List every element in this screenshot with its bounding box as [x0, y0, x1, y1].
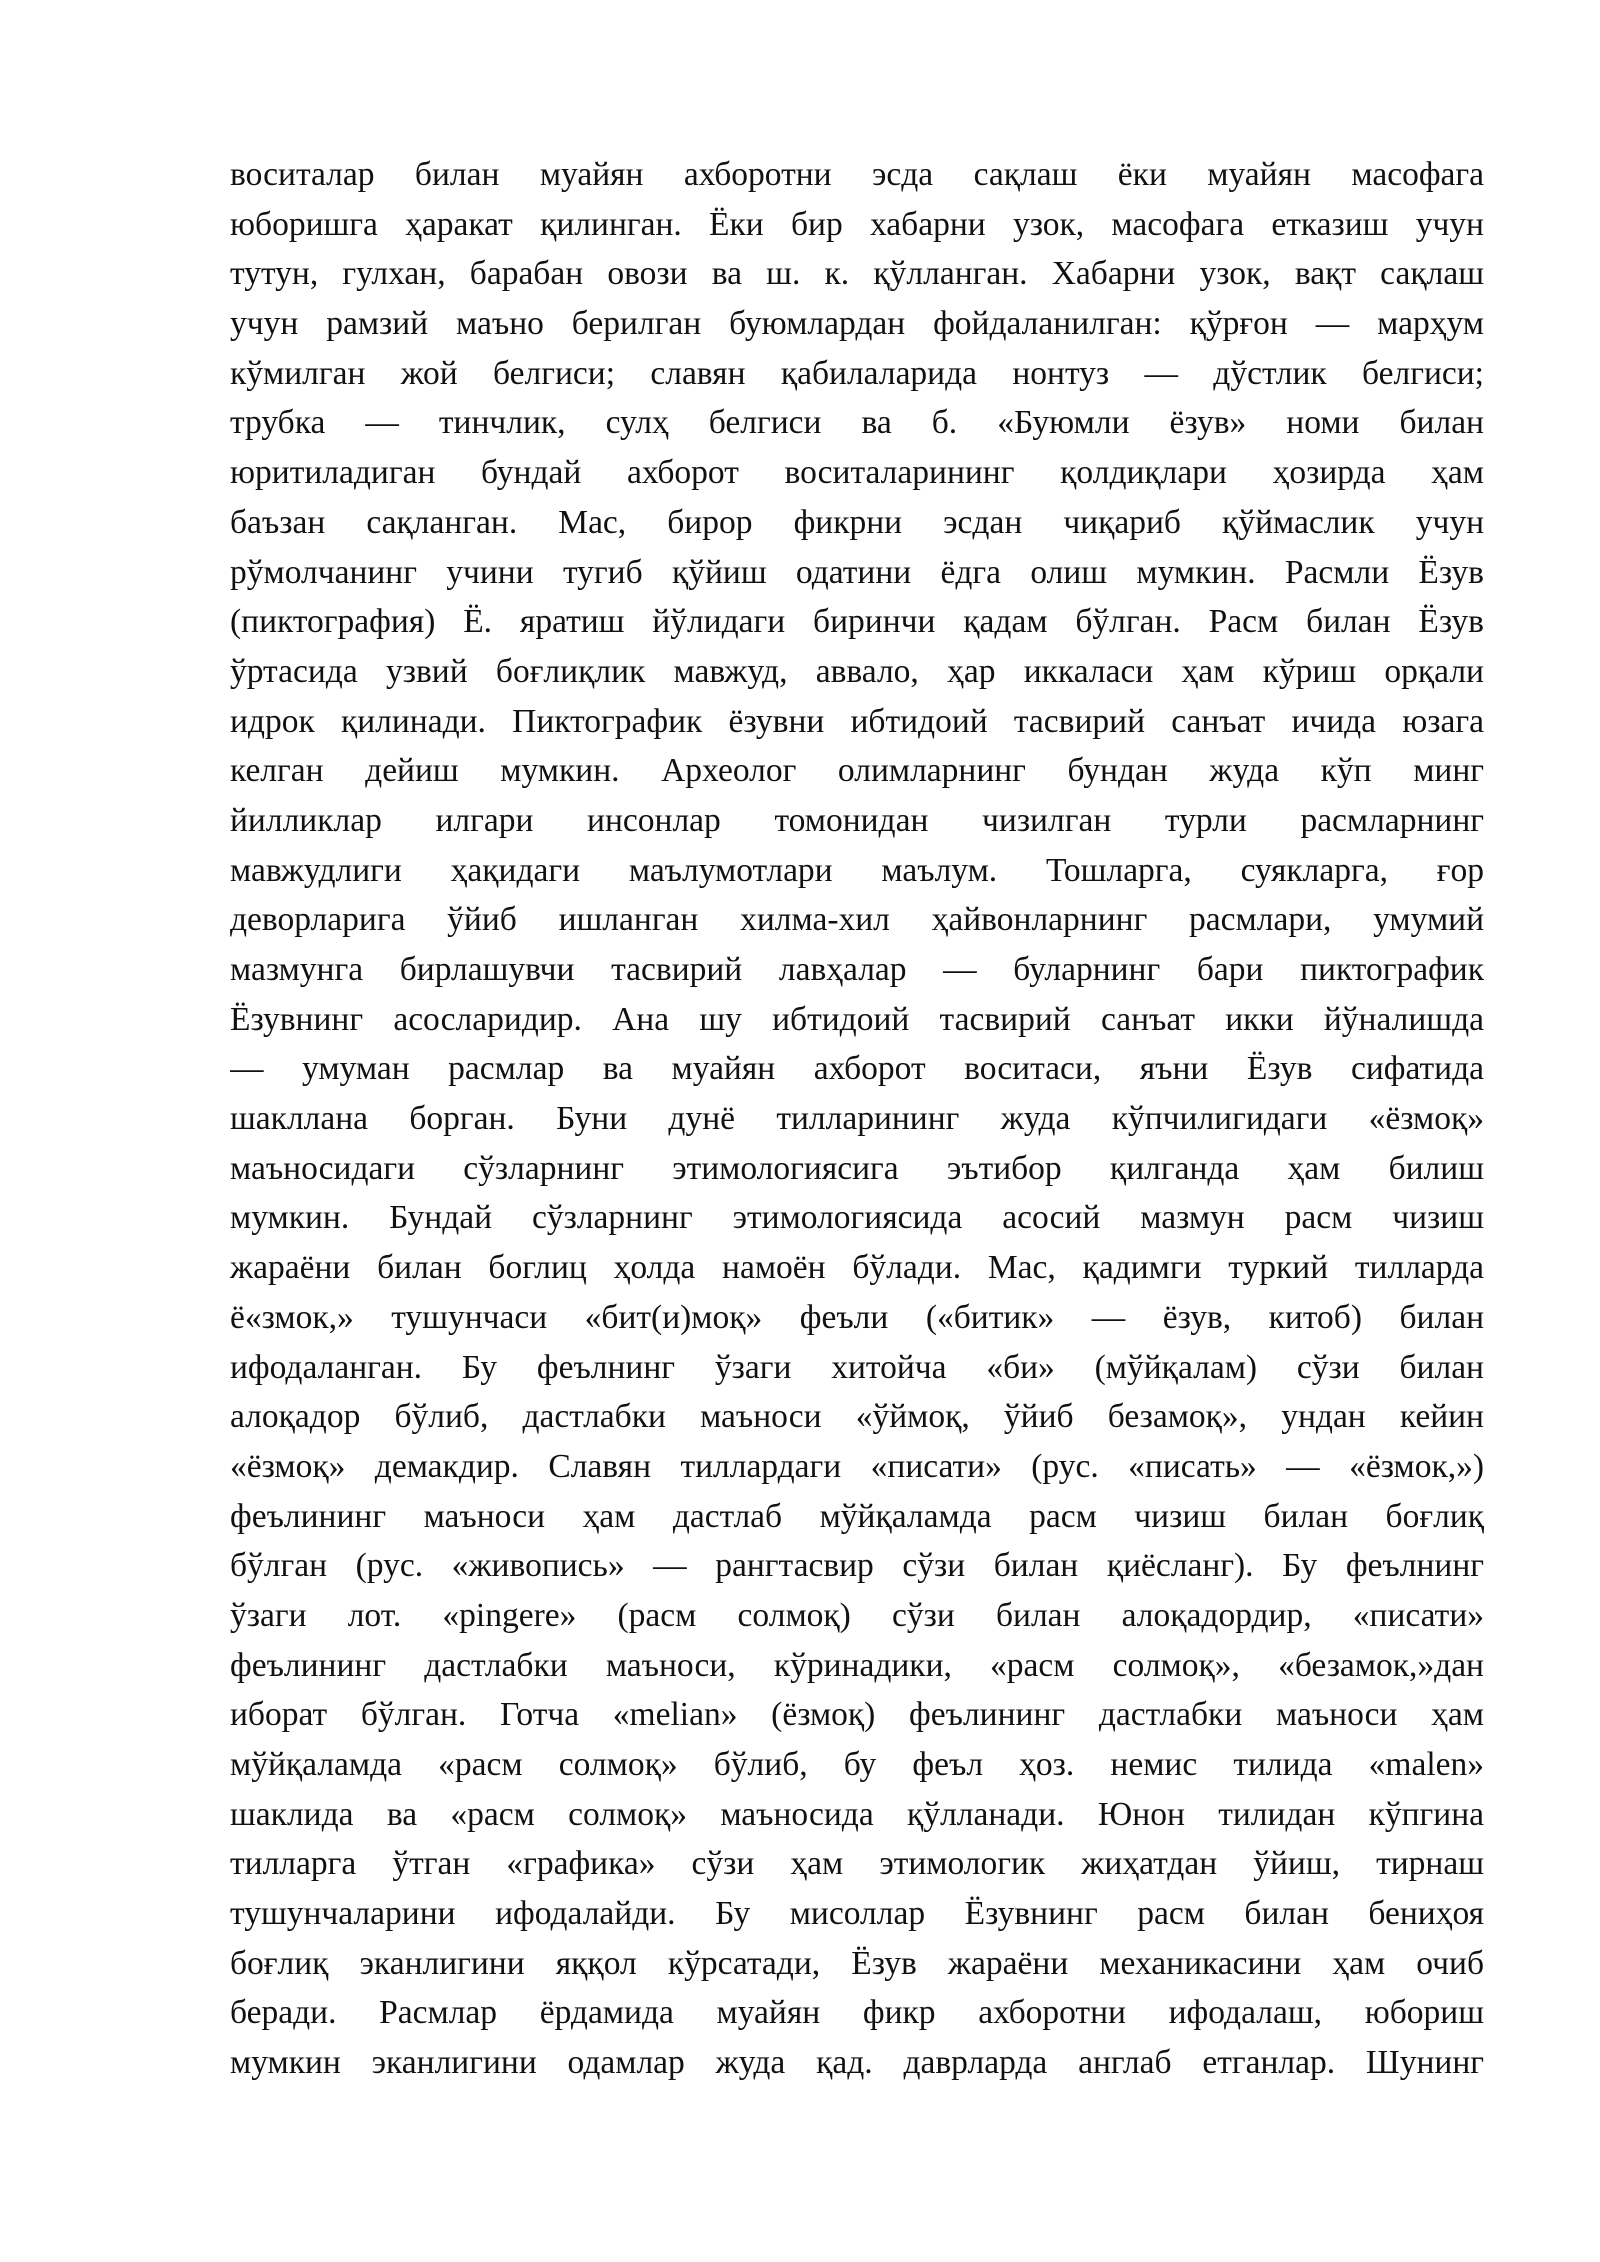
- text-line: — умуман расмлар ва муайян ахборот воситаси, яъни Ёзув сифатида: [230, 1050, 1484, 1088]
- text-line: ўртасида узвий боғлиқлик мавжуд, аввало, ҳар иккаласи ҳам кўриш орқали: [230, 652, 1484, 690]
- text-line: мазмунга бирлашувчи тасвирий лавҳалар — буларнинг бари пиктографик: [230, 951, 1484, 988]
- text-line: мумкин. Бундай сўзларнинг этимологиясида асосий мазмун расм чизиш: [230, 1199, 1484, 1237]
- text-line: мўйқаламда «расм солмоқ» бўлиб, бу феъл ҳоз. немис тилида «malen»: [230, 1746, 1484, 1783]
- text-line: юритиладиган бундай ахборот воситаларининг қолдиқлари ҳозирда ҳам: [230, 454, 1484, 492]
- text-line: «ёзмоқ» демакдир. Славян тиллардаги «писати» (рус. «писать» — «ёзмок,»): [230, 1447, 1484, 1485]
- text-line: ё«змок,» тушунчаси «бит(и)моқ» феъли («битик» — ёзув, китоб) билан: [230, 1298, 1484, 1336]
- text-line: тилларга ўтган «графика» сўзи ҳам этимологик жиҳатдан ўйиш, тирнаш: [230, 1845, 1484, 1883]
- text-line: маъносидаги сўзларнинг этимологиясига эътибор қилганда ҳам билиш: [230, 1149, 1484, 1187]
- text-line: воситалар билан муайян ахборотни эсда сақлаш ёки муайян масофага: [230, 156, 1484, 193]
- text-line: кўмилган жой белгиси; славян қабилаларида нонтуз — дўстлик белгиси;: [230, 354, 1484, 392]
- text-line: учун рамзий маъно берилган буюмлардан фойдаланилган: қўрғон — марҳум: [230, 305, 1484, 343]
- text-line: йилликлар илгари инсонлар томонидан чизилган турли расмларнинг: [230, 801, 1484, 839]
- text-line: феълининг дастлабки маъноси, кўринадики, «расм солмоқ», «безамок,»дан: [230, 1646, 1484, 1684]
- text-line: жараёни билан боглиц ҳолда намоён бўлади. Мас, қадимги туркий тилларда: [230, 1249, 1484, 1287]
- text-line: баъзан сақланган. Мас, бирор фикрни эсдан чиқариб қўймаслик учун: [230, 503, 1484, 541]
- text-line: келган дейиш мумкин. Археолог олимларнинг бундан жуда кўп минг: [230, 752, 1484, 790]
- text-line: тутун, гулхан, барабан овози ва ш. к. қўлланган. Хабарни узок, вақт сақлаш: [230, 255, 1484, 293]
- text-line: идрок қилинади. Пиктографик ёзувни ибтидоий тасвирий санъат ичида юзага: [230, 702, 1484, 740]
- text-line: деворларига ўйиб ишланган хилма-хил ҳайвонларнинг расмлари, умумий: [230, 901, 1484, 939]
- text-line: (пиктография) Ё. яратиш йўлидаги биринчи қадам бўлган. Расм билан Ёзув: [230, 603, 1484, 641]
- text-line: иборат бўлган. Готча «melian» (ёзмоқ) феълининг дастлабки маъноси ҳам: [230, 1696, 1484, 1734]
- text-line: алоқадор бўлиб, дастлабки маъноси «ўймоқ, ўйиб безамоқ», ундан кейин: [230, 1398, 1484, 1436]
- text-line: мумкин эканлигини одамлар жуда қад. даврларда англаб етганлар. Шунинг: [230, 2044, 1484, 2082]
- text-line: тушунчаларини ифодалайди. Бу мисоллар Ёзувнинг расм билан бениҳоя: [230, 1895, 1484, 1933]
- text-line: Ёзувнинг асосларидир. Ана шу ибтидоий тасвирий санъат икки йўналишда: [230, 1000, 1484, 1038]
- text-line: бўлган (рус. «живопись» — рангтасвир сўзи билан қиёсланг). Бу феълнинг: [230, 1547, 1484, 1585]
- text-line: феълининг маъноси ҳам дастлаб мўйқаламда расм чизиш билан боғлиқ: [230, 1497, 1484, 1535]
- text-line: шакллана борган. Буни дунё тилларининг жуда кўпчилигидаги «ёзмоқ»: [230, 1100, 1484, 1138]
- text-line: юборишга ҳаракат қилинган. Ёки бир хабарни узок, масофага етказиш учун: [230, 205, 1484, 243]
- body-text: [230, 150, 1484, 2088]
- text-line: мавжудлиги ҳақидаги маълумотлари маълум. Тошларга, суякларга, ғор: [230, 851, 1484, 889]
- text-line: трубка — тинчлик, сулҳ белгиси ва б. «Буюмли ёзув» номи билан: [230, 404, 1484, 442]
- text-line: боғлиқ эканлигини яққол кўрсатади, Ёзув жараёни механикасини ҳам очиб: [230, 1944, 1484, 1982]
- text-line: беради. Расмлар ёрдамида муайян фикр ахборотни ифодалаш, юбориш: [230, 1994, 1484, 2032]
- text-line: ўзаги лот. «pingere» (расм солмоқ) сўзи билан алоқадордир, «писати»: [230, 1596, 1484, 1634]
- text-line: рўмолчанинг учини тугиб қўйиш одатини ёдга олиш мумкин. Расмли Ёзув: [230, 553, 1484, 591]
- text-line: шаклида ва «расм солмоқ» маъносида қўлланади. Юнон тилидан кўпгина: [230, 1795, 1484, 1833]
- text-line: ифодаланган. Бу феълнинг ўзаги хитойча «би» (мўйқалам) сўзи билан: [230, 1348, 1484, 1386]
